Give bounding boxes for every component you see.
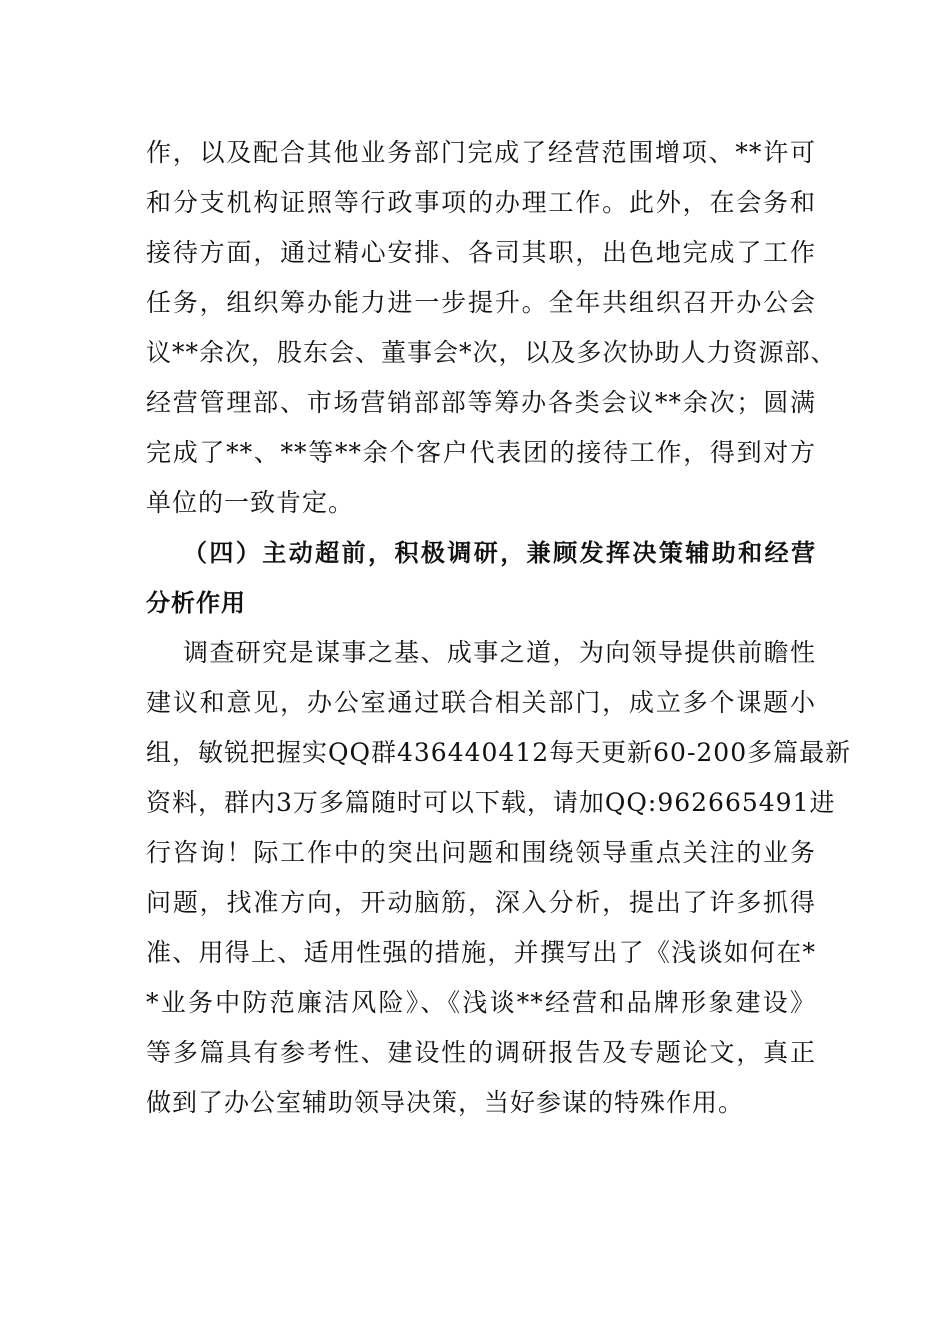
paragraph-1-line-2: 和分支机构证照等行政事项的办理工作。此外，在会务和 xyxy=(146,188,816,217)
paragraph-2-line-2: 建议和意见，办公室通过联合相关部门，成立多个课题小 xyxy=(146,688,816,717)
paragraph-1-line-8: 单位的一致肯定。 xyxy=(146,488,355,517)
paragraph-1-line-7: 完成了**、**等**余个客户代表团的接待工作，得到对方 xyxy=(146,438,816,467)
paragraph-2-line-6: 问题，找准方向，开动脑筋，深入分析，提出了许多抓得 xyxy=(146,888,816,917)
paragraph-2-line-3: 组，敏锐把握实QQ群436440412每天更新60-200多篇最新 xyxy=(146,738,852,767)
paragraph-2-line-7: 准、用得上、适用性强的措施，并撰写出了《浅谈如何在* xyxy=(146,938,816,967)
section-heading-line-1: （四）主动超前，积极调研，兼顾发挥决策辅助和经营 xyxy=(183,539,816,567)
section-heading-line-2: 分析作用 xyxy=(146,589,246,617)
paragraph-2-line-1: 调查研究是谋事之基、成事之道，为向领导提供前瞻性 xyxy=(183,638,816,667)
paragraph-2-line-9: 等多篇具有参考性、建设性的调研报告及专题论文，真正 xyxy=(146,1038,816,1067)
paragraph-2-line-8: *业务中防范廉洁风险》、《浅谈**经营和品牌形象建设》 xyxy=(146,988,816,1017)
paragraph-1-line-5: 议**余次，股东会、董事会*次，以及多次协助人力资源部、 xyxy=(146,338,837,367)
paragraph-2-line-5: 行咨询！际工作中的突出问题和围绕领导重点关注的业务 xyxy=(146,838,816,867)
paragraph-2-line-10: 做到了办公室辅助领导决策，当好参谋的特殊作用。 xyxy=(146,1088,745,1117)
paragraph-1-line-1: 作，以及配合其他业务部门完成了经营范围增项、**许可 xyxy=(146,138,816,167)
paragraph-1-line-4: 任务，组织筹办能力进一步提升。全年共组织召开办公会 xyxy=(146,288,816,317)
paragraph-2-line-4: 资料，群内3万多篇随时可以下载，请加QQ:962665491进 xyxy=(146,788,836,817)
paragraph-1-line-6: 经营管理部、市场营销部部等筹办各类会议**余次；圆满 xyxy=(146,388,816,417)
paragraph-1-line-3: 接待方面，通过精心安排、各司其职，出色地完成了工作 xyxy=(146,238,816,267)
